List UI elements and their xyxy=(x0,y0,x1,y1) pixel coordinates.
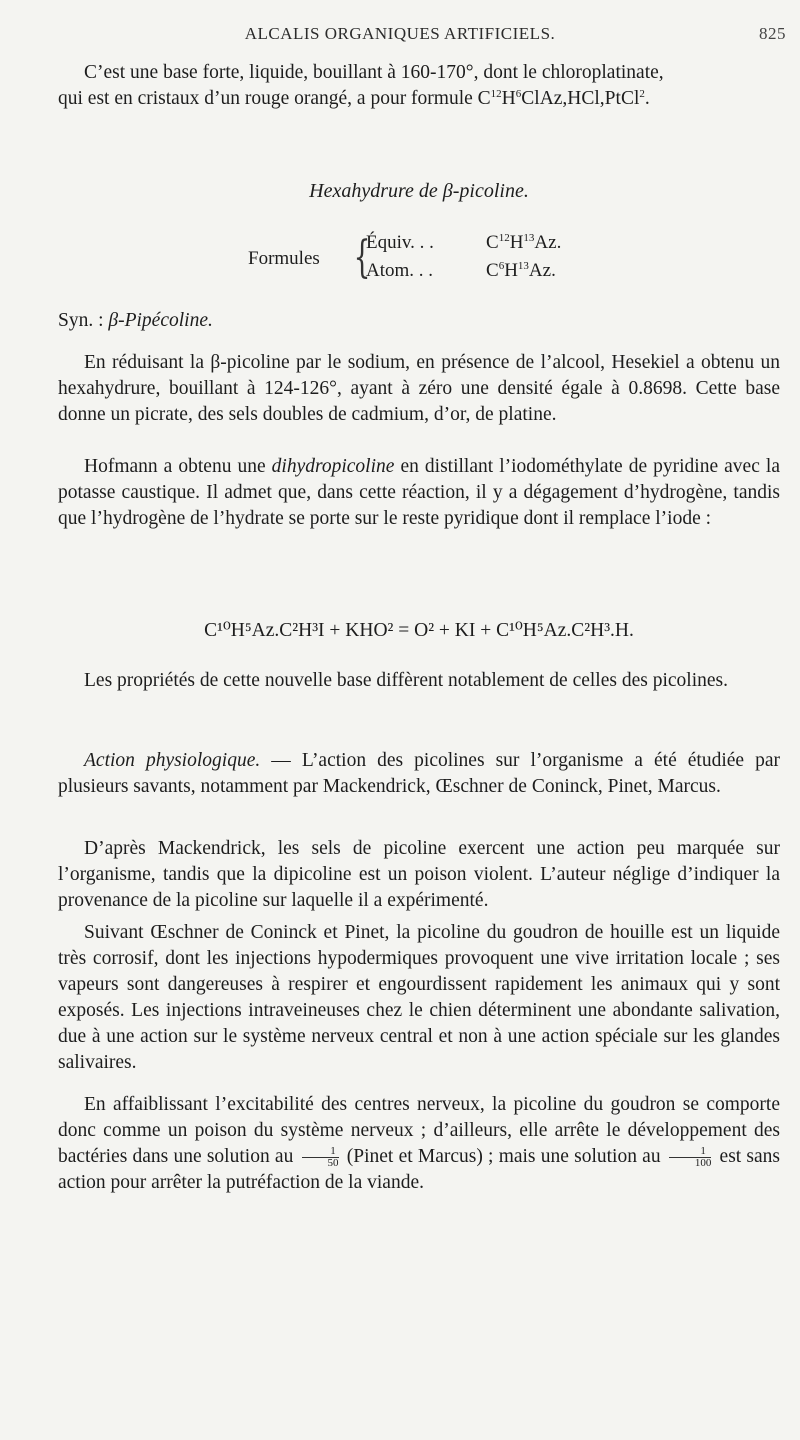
paragraph-1: En réduisant la β-picoline par le sodium, en présence de l’alcool, Hesekiel a obtenu un hexahydrure, bouillant à 124-126°, ayant à zéro une densité égale à 0.8698. Cette base donne un picrate, des sels doubles de cadmium, d’or, de platine. xyxy=(58,352,780,425)
page-number: 825 xyxy=(759,24,786,43)
equiv-label: Équiv. . . xyxy=(366,232,434,253)
section-title: Hexahydrure de β-picoline. xyxy=(309,180,529,202)
paragraph-2: Hofmann a obtenu une dihydropicoline en distillant l’iodométhylate de pyridine avec la potasse caustique. Il admet que, dans cette réaction, il y a dégagement d’hydrogène, tandis que l’hydrogène de l’hydrate se porte sur le reste pyridique dont il remplace l’iode : xyxy=(58,456,780,529)
running-title: ALCALIS ORGANIQUES ARTIFICIELS. xyxy=(244,24,556,43)
fraction-1-50: $\frac{1}{50}$ xyxy=(302,1146,339,1169)
equation: C¹⁰H⁵Az.C²H³I + KHO² = O² + KI + C¹⁰H⁵Az.C²H³.H. xyxy=(204,620,634,641)
synonym-label: Syn. : xyxy=(58,310,109,331)
brace-icon: { xyxy=(353,232,371,283)
fraction-1-100: $\frac{1}{100}$ xyxy=(669,1146,712,1169)
paragraph-5: D’après Mackendrick, les sels de picoline exercent une action peu marquée sur l’organisme, tandis que la dipicoline est un poison violent. L’auteur néglige d’indiquer la provenance de la picoline sur laquelle il a expérimenté. xyxy=(58,838,780,911)
intro-line-2: qui est en cristaux d’un rouge orangé, a pour formule $C^{12}H^6ClAz,HCl,PtCl^2$. xyxy=(58,88,650,109)
atom-formula: $C^6H^{13}Az$. xyxy=(486,260,556,281)
running-head xyxy=(0,24,800,48)
synonym-value: β-Pipécoline. xyxy=(108,310,213,331)
paragraph-7: En affaiblissant l’excitabilité des centres nerveux, la picoline du goudron se comporte donc comme un poison du système nerveux ; d’ailleurs, elle arrête le développement des bactéries dans une solution au $\frac{1}{50}$ (Pinet et Marcus) ; mais une solution au $\frac{1}{100}$ est sans action pour arrêter la putréfaction de la viande. xyxy=(58,1094,780,1193)
synonym-line xyxy=(58,308,780,334)
intro-line-1: C’est une base forte, liquide, bouillant à 160-170°, dont le chloroplatinate, xyxy=(84,62,664,83)
paragraph-3: Les propriétés de cette nouvelle base diffèrent notablement de celles des picolines. xyxy=(84,670,728,691)
paragraph-4: Action physiologique. — L’action des picolines sur l’organisme a été étudiée par plusieurs savants, notamment par Mackendrick, Œschner de Coninck, Pinet, Marcus. xyxy=(58,750,781,797)
paragraph-6: Suivant Œschner de Coninck et Pinet, la picoline du goudron de houille est un liquide très corrosif, dont les injections hypodermiques provoquent une vive irritation locale ; ses vapeurs sont dangereuses à respirer et engourdissent rapidement les animaux qui y sont exposés. Les injections intraveineuses chez le chien déterminent une abondante salivation, due à une action sur le système nerveux central et non à une action spéciale sur les glandes salivaires. xyxy=(58,922,780,1073)
formulas-block xyxy=(248,232,608,292)
formulas-label: Formules xyxy=(248,248,320,269)
equiv-formula: $C^{12}H^{13}Az$. xyxy=(486,232,562,253)
atom-label: Atom. . . xyxy=(366,260,434,281)
intro-paragraph xyxy=(58,60,780,112)
